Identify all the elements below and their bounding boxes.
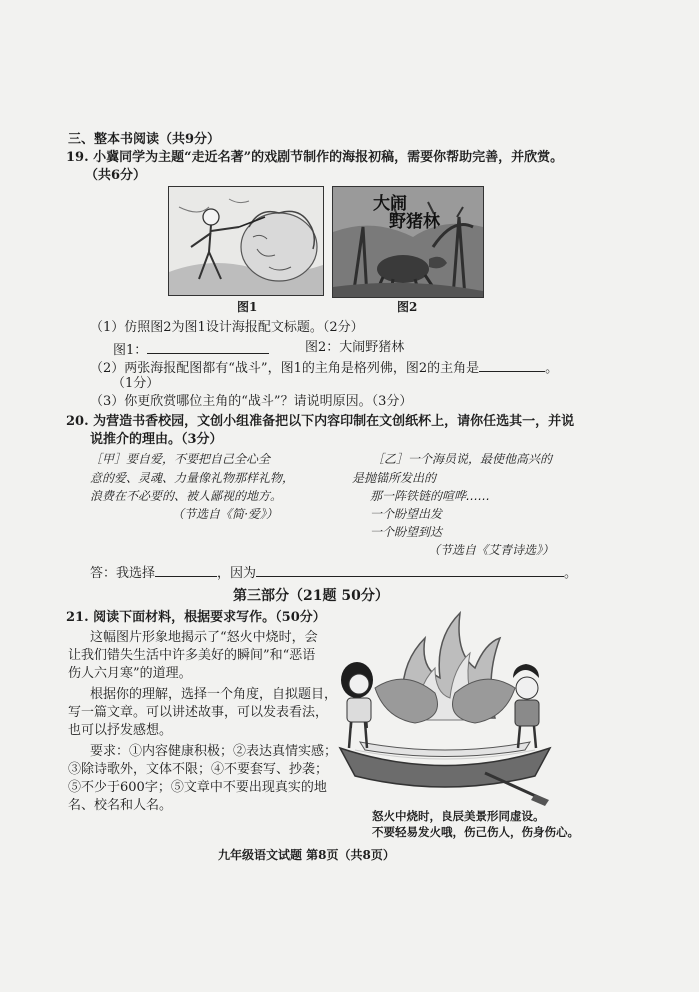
- answer-end: 。: [564, 566, 578, 581]
- cartoon-caption-line2: 不要轻易发火哦，伤己伤人，伤身伤心。: [372, 825, 579, 839]
- q21-req-line2: ③除诗歌外，文体不限；④不要套写、抄袭；: [68, 762, 329, 777]
- gulliver-sketch: [169, 187, 323, 295]
- page-footer: 九年级语文试题 第8页（共8页）: [218, 848, 395, 862]
- q21-p1-line2: 让我们错失生活中许多美好的瞬间”和“恶语: [68, 648, 316, 663]
- figure-1-gulliver-image: [168, 186, 324, 296]
- q21-req-line1: 要求：①内容健康积极；②表达真情实感；: [90, 744, 338, 759]
- q19-sub2-score: （1分）: [112, 376, 160, 391]
- q21-req-line4: 名、校名和人名。: [68, 798, 173, 813]
- figure-2-poster-image: [332, 186, 484, 298]
- figure-2-caption: 图2: [397, 300, 418, 314]
- section-heading: 三、整本书阅读（共9分）: [68, 132, 221, 147]
- q21-p2-line1: 根据你的理解，选择一个角度，自拟题目，: [90, 687, 338, 702]
- poster-title-line-1: 大闹: [373, 194, 407, 214]
- q20-stem-line1: 20. 为营造书香校园，文创小组准备把以下内容印制在文创纸杯上，请你任选其一，并说: [66, 414, 575, 429]
- figure-1-caption: 图1: [237, 300, 258, 314]
- quote-yi-source: （节选自《艾青诗选》）: [428, 543, 555, 557]
- fig2-answer-text: 图2：大闹野猪林: [305, 340, 405, 355]
- q21-p2-line3: 也可以抒发感想。: [68, 723, 173, 738]
- answer-because: ，因为: [217, 566, 257, 581]
- q19-stem: 19. 小冀同学为主题“走近名著”的戏剧节制作的海报初稿，需要你帮助完善，并欣赏。: [66, 150, 564, 165]
- quote-jia-line2: 意的爱、灵魂、力量像礼物那样礼物，: [90, 471, 295, 485]
- quote-yi-line1: ［乙］一个海员说，最使他高兴的: [372, 452, 553, 466]
- part-three-heading: 第三部分（21题 50分）: [233, 588, 389, 604]
- angry-couple-boat-cartoon: [335, 608, 555, 812]
- fig1-title-blank[interactable]: [147, 339, 269, 354]
- q21-p2-line2: 写一篇文章。可以讲述故事，可以发表看法，: [68, 705, 329, 720]
- quote-jia-line1: ［甲］要自爱，不要把自己全心全: [90, 452, 271, 466]
- q19-sub2-end: 。: [545, 361, 559, 376]
- choice-blank[interactable]: [155, 562, 217, 577]
- q19-sub2-text: （2）两张海报配图都有“战斗”，图1的主角是格列佛，图2的主角是: [90, 361, 480, 376]
- quote-jia-source: （节选自《简·爱》）: [172, 507, 278, 521]
- q21-p1-line3: 伤人六月寒”的道理。: [68, 666, 192, 681]
- quote-yi-line2: 是抛锚所发出的: [352, 471, 437, 485]
- fig1-answer-label: 图1：: [113, 343, 148, 358]
- fig2-protagonist-blank[interactable]: [479, 357, 545, 372]
- q20-answer-row: [90, 562, 577, 583]
- q19-sub3: （3）你更欣赏哪位主角的“战斗”？请说明原因。（3分）: [90, 394, 413, 409]
- q20-stem-line2: 说推介的理由。（3分）: [90, 432, 223, 447]
- quote-yi-line3: 那一阵铁链的喧哗……: [370, 489, 491, 503]
- quote-yi-line5: 一个盼望到达: [370, 525, 443, 539]
- quote-jia-line3: 浪费在不必要的、被人鄙视的地方。: [90, 489, 283, 503]
- q19-sub1: （1）仿照图2为图1设计海报配文标题。（2分）: [90, 320, 364, 335]
- q19-score: （共6分）: [85, 168, 147, 183]
- cartoon-illustration: [335, 608, 555, 812]
- q21-stem: 21. 阅读下面材料，根据要求写作。（50分）: [66, 610, 326, 625]
- q21-req-line3: ⑤不少于600字；⑤文章中不要出现真实的地: [68, 780, 327, 795]
- quote-yi-line4: 一个盼望出发: [370, 507, 443, 521]
- cartoon-caption-line1: 怒火中烧时，良辰美景形同虚设。: [372, 809, 545, 823]
- reason-blank[interactable]: [256, 562, 564, 577]
- poster-title: [373, 195, 440, 231]
- answer-label: 答：我选择: [90, 566, 156, 581]
- q19-sub2-row: [90, 357, 558, 378]
- q21-p1-line1: 这幅图片形象地揭示了“怒火中烧时，会: [90, 630, 318, 645]
- poster-title-line-2: 野猪林: [389, 212, 440, 232]
